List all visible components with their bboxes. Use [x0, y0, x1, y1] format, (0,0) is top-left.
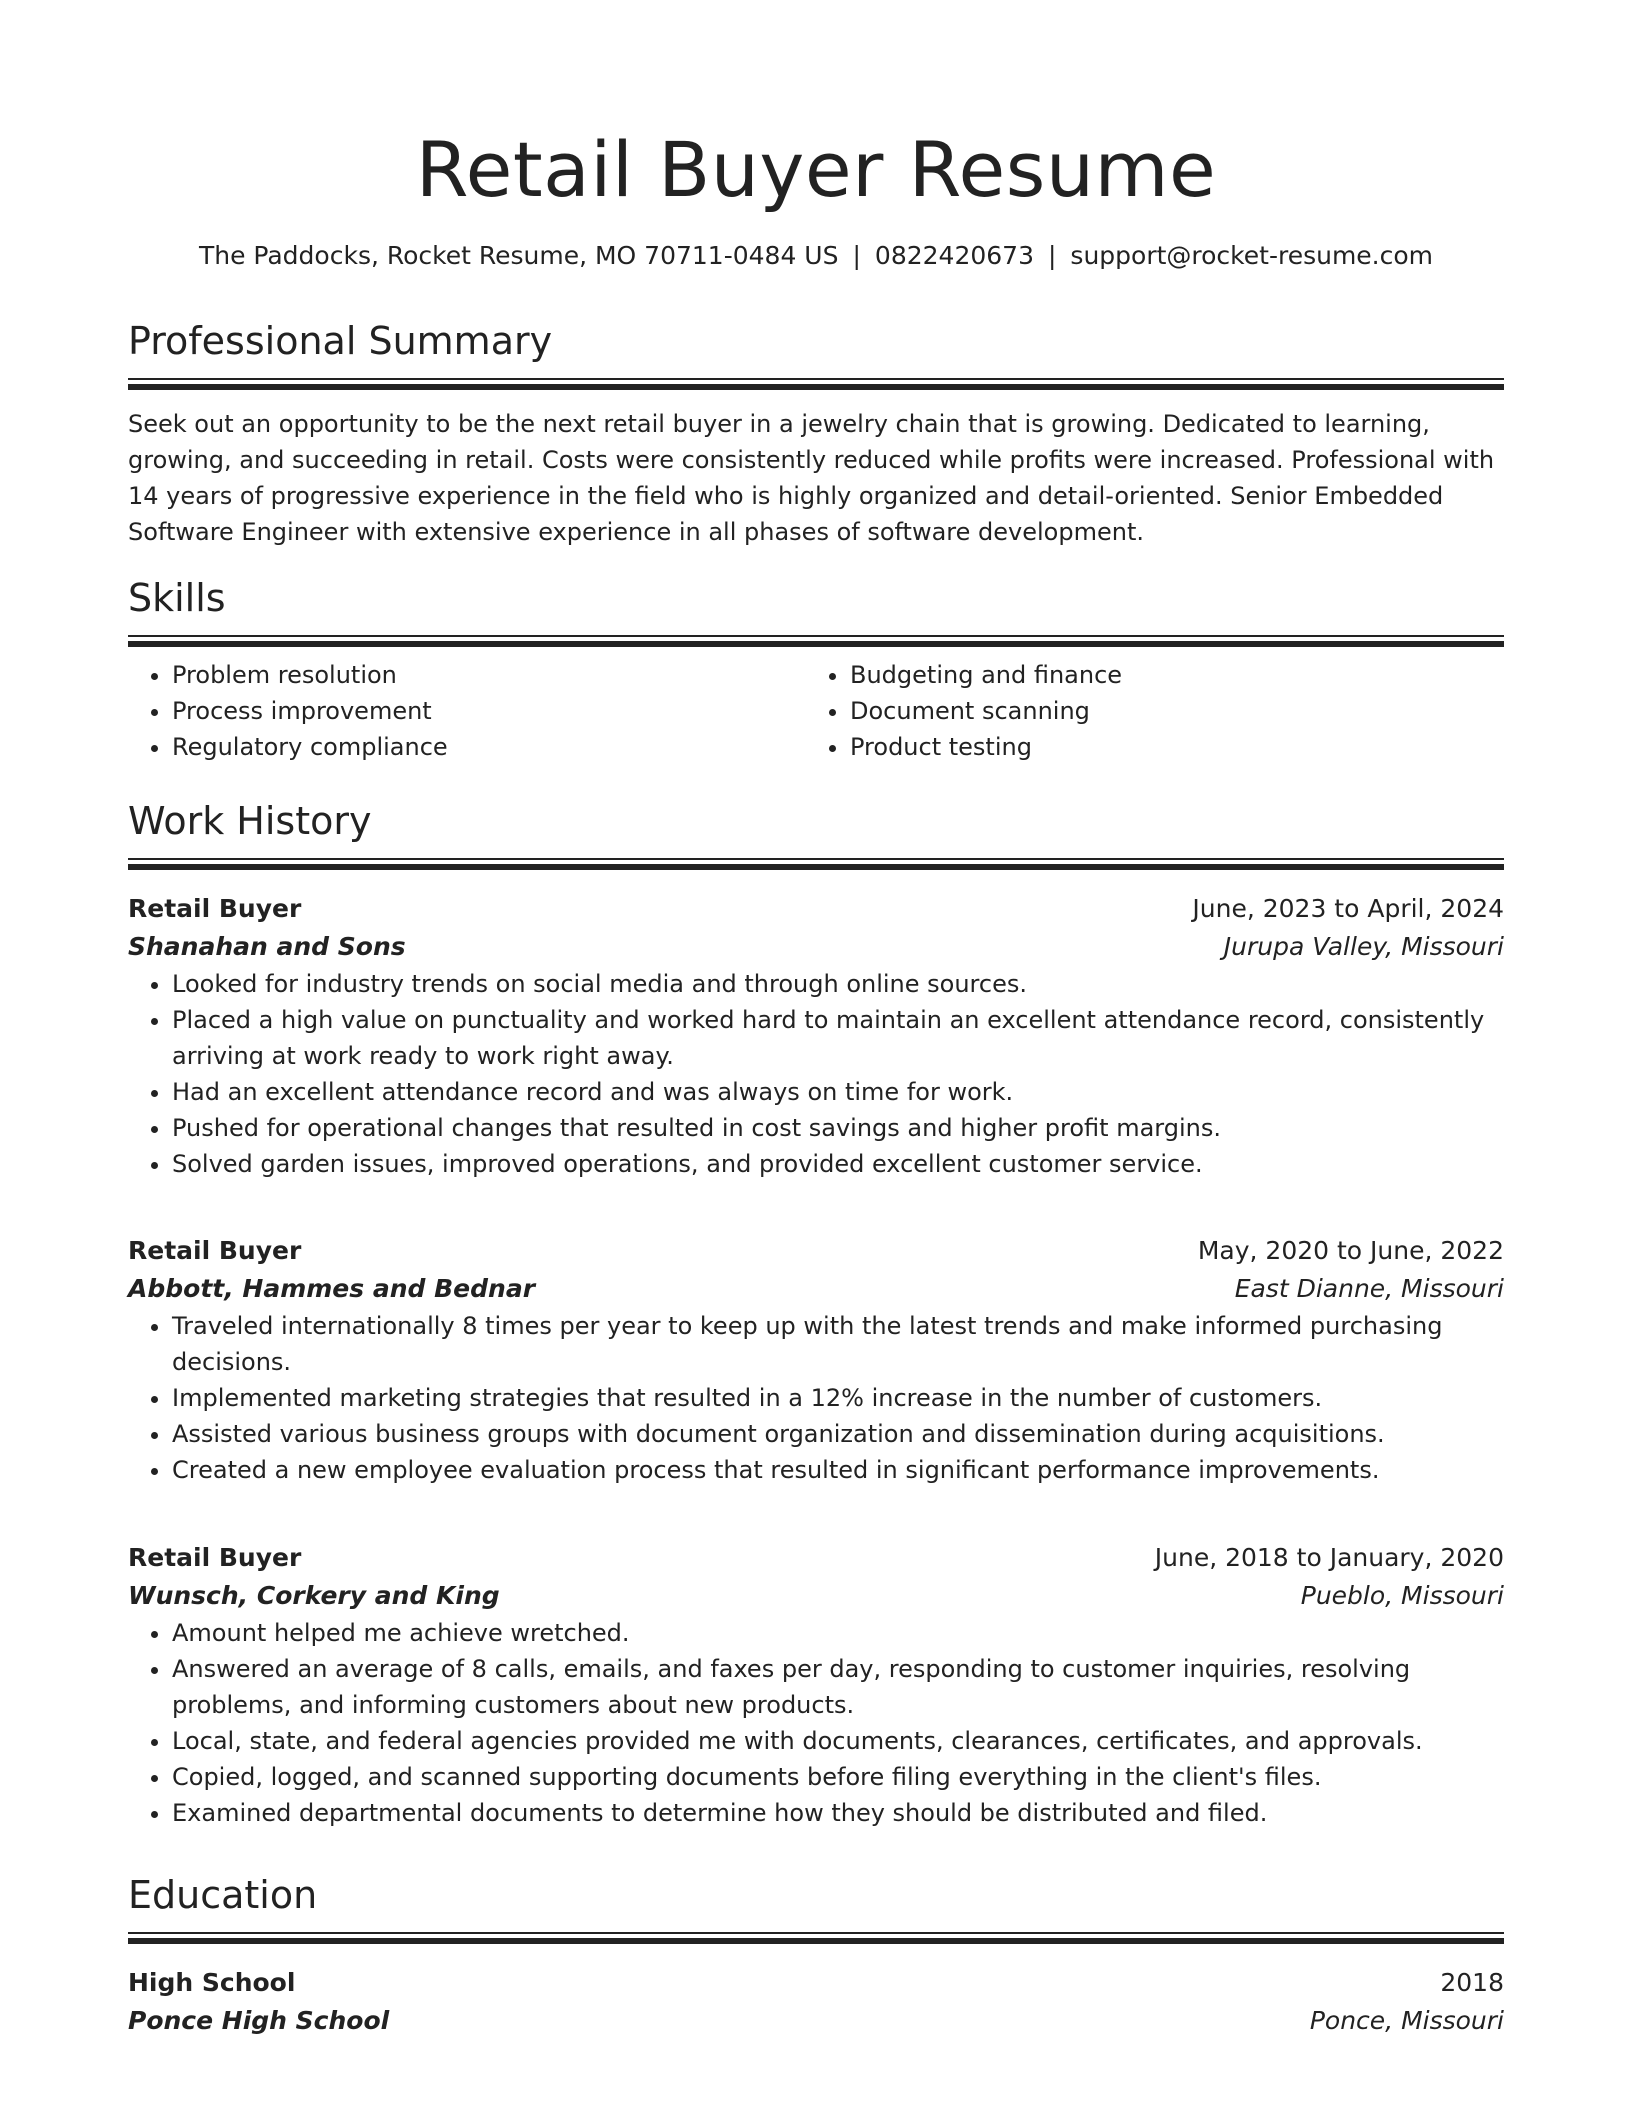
- skill-item: • Budgeting and finance: [850, 657, 1484, 693]
- resume-title: Retail Buyer Resume: [415, 125, 1217, 214]
- contact-separator: |: [852, 241, 861, 270]
- job-company: Shanahan and Sons: [128, 932, 406, 961]
- contact-phone: 0822420673: [874, 241, 1034, 270]
- job-location: Jurupa Valley, Missouri: [1223, 932, 1504, 961]
- job-title: Retail Buyer: [128, 1236, 302, 1265]
- section-divider: [128, 858, 1504, 860]
- job-entry: [128, 1539, 1504, 1831]
- job-bullet: • Created a new employee evaluation process that resulted in significant performance improvements.: [172, 1452, 1504, 1488]
- education-entry: [128, 1964, 1504, 2040]
- job-bullets: [128, 1308, 1504, 1488]
- summary-section: [128, 318, 1504, 550]
- job-title: Retail Buyer: [128, 894, 302, 923]
- job-title: Retail Buyer: [128, 1543, 302, 1572]
- job-dates: June, 2023 to April, 2024: [1192, 894, 1504, 923]
- section-divider: [128, 378, 1504, 380]
- section-divider: [128, 1932, 1504, 1934]
- job-bullets: [128, 966, 1504, 1182]
- education-location: Ponce, Missouri: [1309, 2006, 1504, 2035]
- job-entry: [128, 890, 1504, 1182]
- skill-item: • Process improvement: [172, 693, 806, 729]
- job-bullet: • Placed a high value on punctuality and worked hard to maintain an excellent attendance record, consistently arriving at work ready to work right away.: [172, 1002, 1504, 1074]
- job-bullet: • Examined departmental documents to determine how they should be distributed and filed.: [172, 1795, 1504, 1831]
- job-company: Wunsch, Corkery and King: [128, 1581, 500, 1610]
- job-bullet: • Traveled internationally 8 times per year to keep up with the latest trends and make informed purchasing decisions.: [172, 1308, 1504, 1380]
- section-title: Professional Summary: [128, 319, 553, 363]
- skills-section: [128, 575, 1504, 765]
- skill-item: • Document scanning: [850, 693, 1484, 729]
- job-bullet: • Local, state, and federal agencies provided me with documents, clearances, certificates, and approvals.: [172, 1723, 1504, 1759]
- job-bullet: • Pushed for operational changes that resulted in cost savings and higher profit margins.: [172, 1110, 1504, 1146]
- contact-line: [128, 240, 1504, 272]
- contact-address: The Paddocks, Rocket Resume, MO 70711-0484 US: [198, 241, 839, 270]
- education-school: Ponce High School: [128, 2006, 390, 2035]
- job-company: Abbott, Hammes and Bednar: [128, 1274, 536, 1303]
- section-title: Skills: [128, 576, 226, 620]
- skill-item: • Regulatory compliance: [172, 729, 806, 765]
- job-location: Pueblo, Missouri: [1300, 1581, 1504, 1610]
- job-bullet: • Amount helped me achieve wretched.: [172, 1615, 1504, 1651]
- job-entry: [128, 1232, 1504, 1488]
- job-bullets: [128, 1615, 1504, 1831]
- job-bullet: • Answered an average of 8 calls, emails, and faxes per day, responding to customer inquiries, resolving problems, and informing customers about new products.: [172, 1651, 1504, 1723]
- work-history-section: [128, 798, 1504, 860]
- section-divider: [128, 635, 1504, 637]
- skills-column-left: [128, 657, 806, 765]
- skills-list: [128, 657, 1504, 765]
- section-title: Education: [128, 1873, 318, 1917]
- job-bullet: • Solved garden issues, improved operations, and provided excellent customer service.: [172, 1146, 1504, 1182]
- contact-separator: |: [1047, 241, 1057, 270]
- summary-text: Seek out an opportunity to be the next retail buyer in a jewelry chain that is growing. Dedicated to learning, growing, and succeeding in retail. Costs were consistently reduced while profits were increased. Professional with 14 years of progressive experience in the field who is highly organized and detail-oriented. Senior Embedded Software Engineer with extensive experience in all phases of software development.: [128, 410, 1495, 546]
- section-title: Work History: [128, 799, 372, 843]
- job-bullet: • Had an excellent attendance record and was always on time for work.: [172, 1074, 1504, 1110]
- job-dates: May, 2020 to June, 2022: [1197, 1236, 1504, 1265]
- job-bullet: • Assisted various business groups with document organization and dissemination during acquisitions.: [172, 1416, 1504, 1452]
- job-bullet: • Copied, logged, and scanned supporting documents before filing everything in the client's files.: [172, 1759, 1504, 1795]
- job-bullet: • Looked for industry trends on social media and through online sources.: [172, 966, 1504, 1002]
- job-dates: June, 2018 to January, 2020: [1154, 1543, 1504, 1572]
- education-year: 2018: [1440, 1968, 1504, 1997]
- education-degree: High School: [128, 1968, 296, 1997]
- skills-column-right: [806, 657, 1484, 765]
- contact-email: support@rocket-resume.com: [1070, 241, 1434, 270]
- skill-item: • Product testing: [850, 729, 1484, 765]
- skill-item: • Problem resolution: [172, 657, 806, 693]
- job-bullet: • Implemented marketing strategies that resulted in a 12% increase in the number of customers.: [172, 1380, 1504, 1416]
- job-location: East Dianne, Missouri: [1234, 1274, 1504, 1303]
- education-section: [128, 1872, 1504, 1934]
